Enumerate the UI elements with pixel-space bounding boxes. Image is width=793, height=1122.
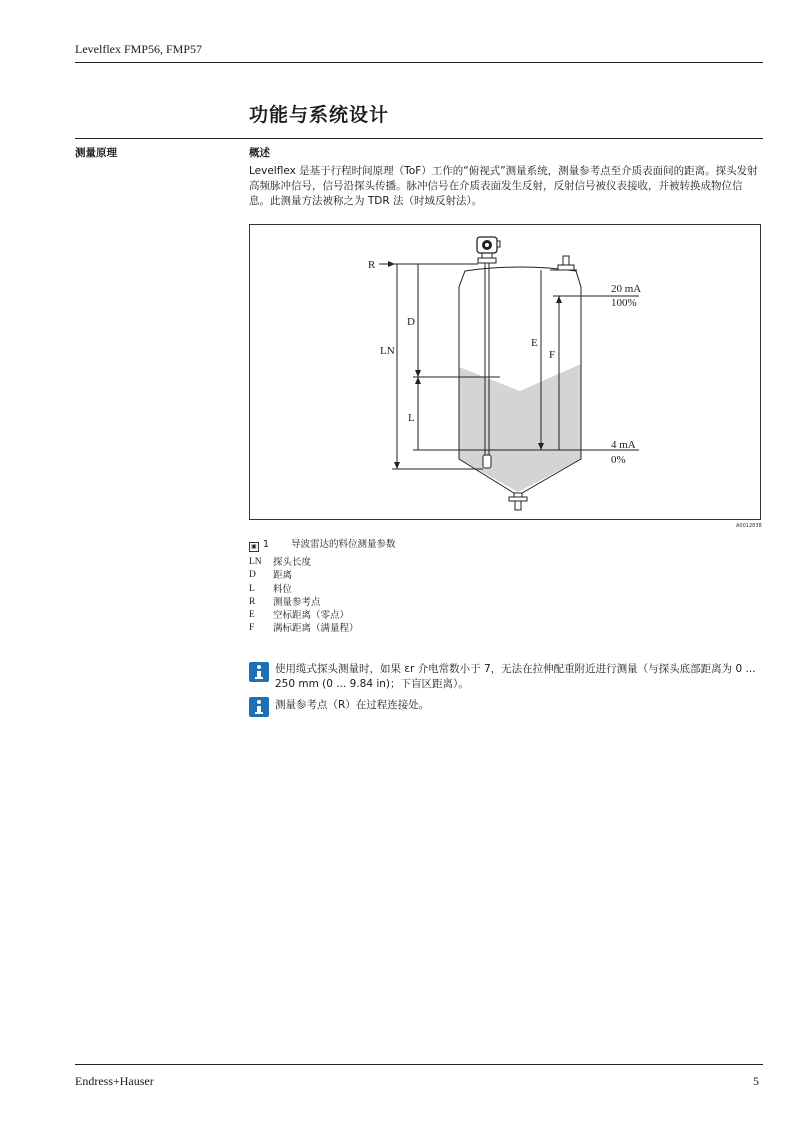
header-product: Levelflex FMP56, FMP57 — [75, 42, 203, 56]
footer-brand: Endress+Hauser — [75, 1074, 154, 1088]
legend-row — [249, 596, 359, 609]
legend-text: 料位 — [273, 583, 293, 595]
probe-nozzle — [478, 258, 496, 263]
legend-key: D — [249, 570, 256, 581]
legend-text: 空标距离（零点） — [273, 610, 350, 622]
side-label: 测量原理 — [75, 147, 117, 159]
material-fill — [459, 364, 581, 492]
label-20ma: 20 mA — [611, 283, 642, 295]
legend-text: 测量参考点 — [273, 596, 321, 608]
caption-text: 导波雷达的料位测量参数 — [291, 539, 396, 550]
legend-row — [249, 569, 359, 582]
probe-weight — [483, 455, 491, 468]
legend-key: R — [249, 596, 256, 607]
caption-number: 1 — [263, 539, 270, 550]
figure-id: A0012838 — [736, 523, 762, 529]
label-F: F — [549, 349, 556, 361]
note-text: 测量参考点（R）在过程连接处。 — [275, 699, 430, 711]
title-rule — [75, 138, 763, 139]
legend-text: 距离 — [273, 570, 293, 582]
figure-icon: ▣ — [249, 542, 259, 552]
legend-row — [249, 609, 359, 622]
page-number: 5 — [753, 1074, 759, 1088]
label-R: R — [368, 259, 376, 271]
legend-key: F — [249, 623, 255, 634]
label-LN: LN — [380, 345, 395, 357]
info-icon — [249, 697, 269, 717]
bottom-flange — [509, 497, 527, 501]
legend-key: LN — [249, 557, 262, 567]
label-4ma: 4 mA — [611, 439, 636, 451]
intro-paragraph: Levelflex 是基于行程时间原理（ToF）工作的“俯视式”测量系统，测量参考点至介质表面间的距离。探头发射高频脉冲信号，信号沿探头传播。脉冲信号在介质表面发生反射，反射信号被仪表接收，并被转换成物位信息。此测量方法被称之为 TDR 法（时域反射法）。 — [249, 165, 758, 207]
legend-key: E — [249, 610, 255, 621]
legend-key: L — [249, 583, 255, 594]
legend-row — [249, 583, 359, 596]
legend-text: 探头长度 — [273, 557, 312, 568]
section-title: 功能与系统设计 — [249, 104, 390, 126]
label-E: E — [531, 337, 538, 349]
info-icon — [249, 662, 269, 682]
tank-figure — [249, 224, 761, 520]
legend-text: 满标距离（满量程） — [273, 623, 359, 635]
footer-rule — [75, 1064, 763, 1065]
note-text: 使用缆式探头测量时，如果 εr 介电常数小于 7，无法在拉伸配重附近进行测量（与探头底部距离为 0 ... 250 mm (0 ... 9.84 in)；下盲区距离）。 — [275, 663, 756, 690]
legend-row — [249, 622, 359, 635]
label-L: L — [408, 412, 415, 424]
figure-legend — [249, 556, 359, 636]
legend-row — [249, 556, 359, 569]
bottom-nozzle — [515, 501, 521, 510]
header-rule — [75, 62, 763, 63]
label-0pct: 0% — [611, 454, 626, 466]
label-D: D — [407, 316, 415, 328]
tank-diagram — [250, 225, 760, 519]
note-reference-point — [249, 697, 761, 717]
figure-caption — [249, 536, 396, 552]
note-cable-probe — [249, 662, 761, 692]
subheading: 概述 — [249, 147, 270, 159]
label-100pct: 100% — [611, 297, 637, 309]
